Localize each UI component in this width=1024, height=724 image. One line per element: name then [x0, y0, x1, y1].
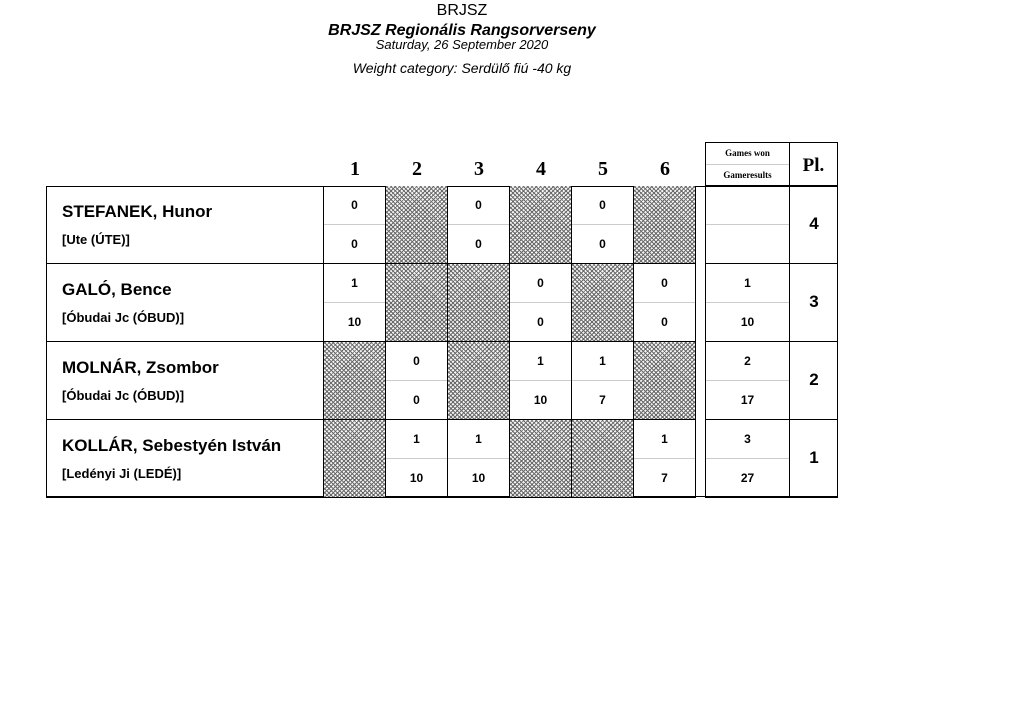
score-top: 1: [537, 354, 544, 368]
place-cell: [790, 186, 838, 264]
blocked-cell: [634, 186, 696, 264]
games-won-header: [705, 142, 790, 186]
games-won-label: Games won: [725, 148, 770, 158]
score-top: 0: [413, 354, 420, 368]
score-top: 0: [537, 276, 544, 290]
column-header-6: 6: [660, 158, 670, 180]
score-cell: [386, 342, 448, 420]
games-won-cell: [705, 420, 790, 498]
score-cell: [572, 186, 634, 264]
score-top: 1: [475, 432, 482, 446]
gameresults-value: 10: [740, 315, 755, 329]
column-header-1: 1: [350, 158, 360, 180]
place-cell: [790, 264, 838, 342]
score-cell: [448, 420, 510, 498]
competitor-cell: [46, 264, 324, 342]
organizer: BRJSZ: [436, 2, 488, 19]
competition-title: BRJSZ Regionális Rangsorverseny: [328, 22, 596, 39]
blocked-cell: [324, 342, 386, 420]
score-bottom: 0: [475, 237, 482, 251]
score-bottom: 0: [537, 315, 544, 329]
gameresults-value: 17: [740, 393, 755, 407]
gameresults-value: 27: [740, 471, 755, 485]
score-bottom: 0: [599, 237, 606, 251]
score-top: 0: [475, 198, 482, 212]
score-bottom: 10: [471, 471, 486, 485]
score-top: 0: [661, 276, 668, 290]
place-value: 3: [809, 292, 819, 311]
blocked-cell: [324, 420, 386, 498]
place-value: 4: [809, 214, 819, 233]
competitor-cell: [46, 420, 324, 498]
score-bottom: 7: [661, 471, 668, 485]
score-cell: [510, 264, 572, 342]
competitor-name: MOLNÁR, Zsombor: [62, 358, 219, 377]
place-label: Pl.: [802, 155, 825, 176]
score-cell: [448, 186, 510, 264]
score-bottom: 0: [413, 393, 420, 407]
score-bottom: 10: [347, 315, 362, 329]
column-header-5: 5: [598, 158, 608, 180]
blocked-cell: [572, 264, 634, 342]
score-top: 1: [351, 276, 358, 290]
pool-row: [46, 342, 838, 420]
score-cell: [572, 342, 634, 420]
score-bottom: 0: [661, 315, 668, 329]
column-header-2: 2: [412, 158, 422, 180]
score-cell: [324, 186, 386, 264]
competition-date: Saturday, 26 September 2020: [375, 37, 549, 52]
competitor-club: [Ledényi Ji (LEDÉ)]: [62, 466, 182, 481]
gameresults-label: Gameresults: [723, 170, 772, 180]
score-bottom: 7: [599, 393, 606, 407]
place-cell: [790, 342, 838, 420]
blocked-cell: [386, 264, 448, 342]
competitor-club: [Óbudai Jc (ÓBUD)]: [62, 388, 185, 403]
blocked-cell: [634, 342, 696, 420]
blocked-cell: [386, 186, 448, 264]
blocked-cell: [510, 186, 572, 264]
blocked-cell: [448, 342, 510, 420]
score-bottom: 10: [533, 393, 548, 407]
games-won-cell: [705, 186, 790, 264]
competitor-cell: [46, 342, 324, 420]
pool-row: [46, 420, 838, 498]
score-cell: [324, 264, 386, 342]
competitor-name: GALÓ, Bence: [62, 280, 172, 299]
blocked-cell: [510, 420, 572, 498]
column-header-3: 3: [474, 158, 484, 180]
games-won-cell: [705, 342, 790, 420]
weight-category: Weight category: Serdülő fiú -40 kg: [352, 60, 572, 76]
column-header-4: 4: [536, 158, 546, 180]
competitor-cell: [46, 186, 324, 264]
pool-row: [46, 264, 838, 342]
games-won-value: 1: [744, 276, 751, 290]
score-top: 0: [351, 198, 358, 212]
place-cell: [790, 420, 838, 498]
blocked-cell: [572, 420, 634, 498]
competitor-name: KOLLÁR, Sebestyén István: [62, 436, 282, 455]
place-header: [790, 142, 838, 186]
games-won-cell: [705, 264, 790, 342]
score-bottom: 10: [409, 471, 424, 485]
score-cell: [634, 420, 696, 498]
score-bottom: 0: [351, 237, 358, 251]
score-cell: [510, 342, 572, 420]
games-won-value: 3: [744, 432, 751, 446]
score-cell: [386, 420, 448, 498]
competitor-club: [Ute (ÚTE)]: [62, 232, 130, 247]
blocked-cell: [448, 264, 510, 342]
competitor-name: STEFANEK, Hunor: [62, 202, 213, 221]
place-value: 2: [809, 370, 819, 389]
pool-row: [46, 186, 838, 264]
score-top: 1: [413, 432, 420, 446]
score-top: 1: [661, 432, 668, 446]
games-won-value: 2: [744, 354, 751, 368]
score-top: 1: [599, 354, 606, 368]
score-cell: [634, 264, 696, 342]
score-top: 0: [599, 198, 606, 212]
competitor-club: [Óbudai Jc (ÓBUD)]: [62, 310, 185, 325]
place-value: 1: [809, 448, 819, 467]
